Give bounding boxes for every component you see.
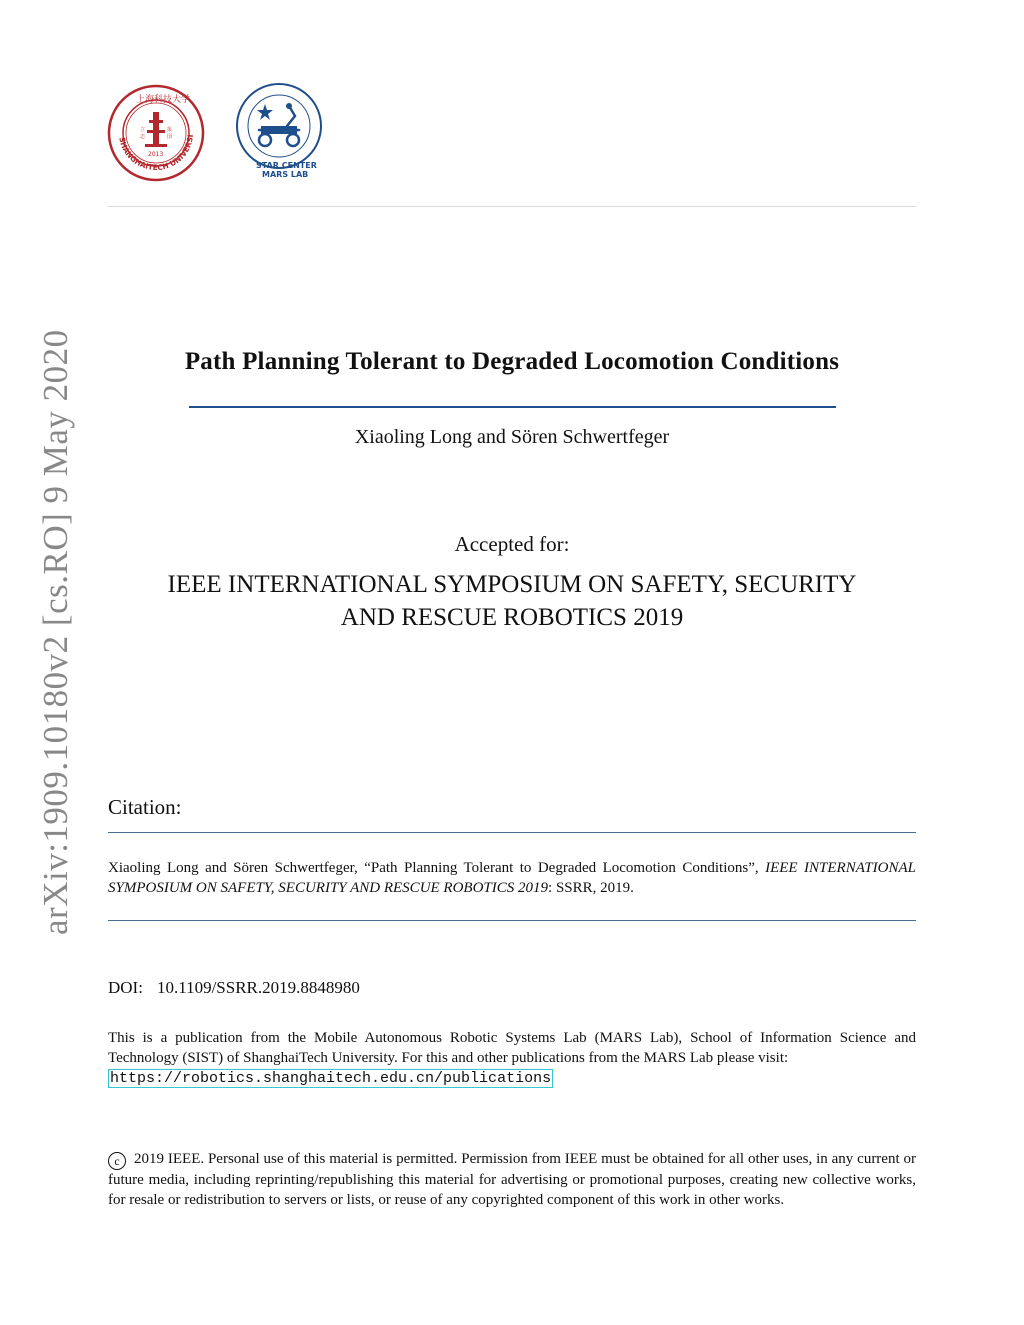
venue-line-2: AND RESCUE ROBOTICS 2019 xyxy=(340,604,684,631)
svg-text:STAR CENTER: STAR CENTER xyxy=(256,161,317,170)
svg-text:SHANGHAITECH UNIVERSITY: SHANGHAITECH UNIVERSI xyxy=(117,134,195,173)
svg-text:报: 报 xyxy=(167,127,173,133)
publication-note xyxy=(108,1028,916,1088)
header-divider xyxy=(108,206,916,207)
svg-text:志: 志 xyxy=(140,134,146,140)
venue xyxy=(108,568,916,634)
publications-link[interactable]: https://robotics.shanghaitech.edu.cn/publications xyxy=(110,1070,552,1087)
copyright-icon: c xyxy=(108,1152,126,1170)
citation-text xyxy=(108,858,916,898)
paper-title: Path Planning Tolerant to Degraded Locomotion Conditions xyxy=(184,348,840,375)
doi-label: DOI: xyxy=(108,978,143,997)
shanghaitech-seal-icon xyxy=(107,84,205,182)
publication-note-text: This is a publication from the Mobile Autonomous Robotic Systems Lab (MARS Lab), School of Information Science and Technology (SIST) of ShanghaiTech University. For this and other publications from the MARS Lab please visit: xyxy=(108,1030,916,1066)
citation-divider-bottom xyxy=(108,920,916,921)
robot-rover-icon xyxy=(229,82,331,182)
accepted-label: Accepted for: xyxy=(454,532,570,556)
citation-divider-top xyxy=(108,832,916,833)
title-underline xyxy=(189,406,836,408)
svg-text:国: 国 xyxy=(167,134,173,140)
paper-authors: Xiaoling Long and Sören Schwertfeger xyxy=(354,426,670,448)
copyright-notice xyxy=(108,1149,916,1210)
doi xyxy=(108,978,360,998)
svg-text:上海科技大学: 上海科技大学 xyxy=(136,95,191,105)
copyright-text: 2019 IEEE. Personal use of this material is permitted. Permission from IEEE must be obtained for all other uses, in any current or future media, including reprinting/republishing this material for advertising or promotional purposes, creating new collective works, for resale or redistribution to servers or lists, or reuse of any copyrighted component of this work in other works. xyxy=(108,1151,916,1208)
citation-label: Citation: xyxy=(108,795,182,819)
doi-value[interactable]: 10.1109/SSRR.2019.8848980 xyxy=(156,978,360,997)
arxiv-stamp: arXiv:1909.10180v2 [cs.RO] 9 May 2020 xyxy=(36,329,75,935)
citation-venue-italic: IEEE INTERNATIONAL SYMPOSIUM ON SAFETY, SECURITY AND RESCUE ROBOTICS 2019 xyxy=(108,860,916,896)
shanghaitech-university-logo xyxy=(107,84,205,182)
venue-line-1: IEEE INTERNATIONAL SYMPOSIUM ON SAFETY, SECURITY xyxy=(167,571,857,598)
svg-text:2013: 2013 xyxy=(148,151,164,158)
citation-text-main: Xiaoling Long and Sören Schwertfeger, “Path Planning Tolerant to Degraded Locomotion Conditions”, xyxy=(108,860,766,876)
citation-text-end: : SSRR, 2019. xyxy=(548,880,634,896)
svg-text:MARS LAB: MARS LAB xyxy=(262,170,309,179)
svg-text:立: 立 xyxy=(140,127,146,133)
mars-lab-logo xyxy=(229,82,331,182)
